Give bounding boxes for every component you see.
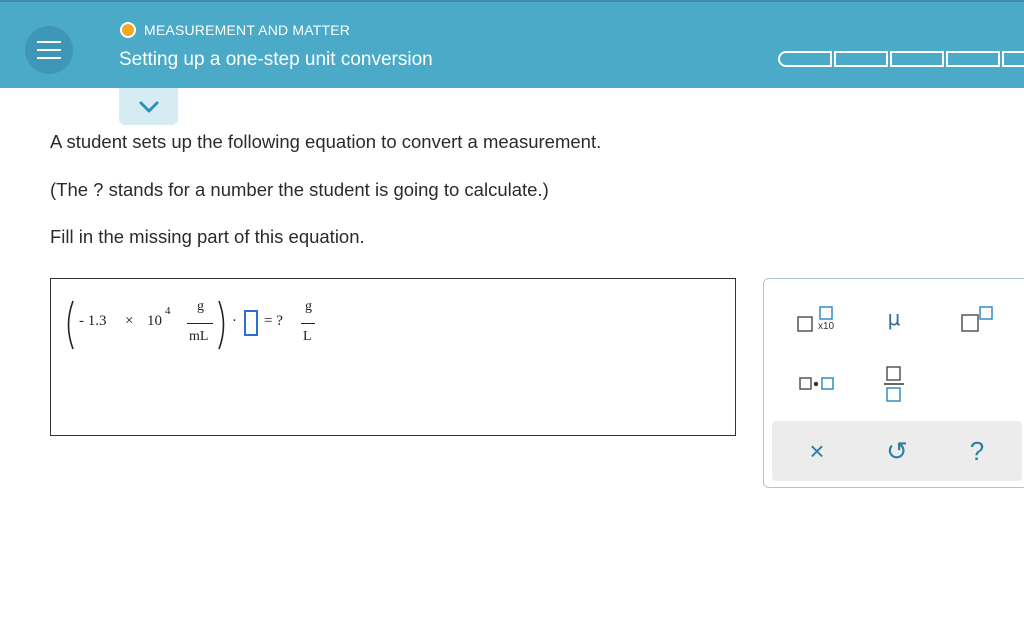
left-paren-icon [63,299,75,351]
menu-icon-bar [37,49,61,51]
progress-segment [946,51,1000,67]
fraction-icon [879,365,909,403]
question-text-2: (The ? stands for a number the student is going to calculate.) [50,179,549,200]
mu-label: μ [887,306,901,330]
topic-row [120,22,350,38]
equals-unknown: = ? [264,313,283,329]
superscript-icon [952,301,996,335]
chevron-down-icon [138,100,160,114]
menu-button[interactable] [25,26,73,74]
micro-prefix-key[interactable] [854,295,934,341]
fraction-2-denominator: L [303,329,312,344]
topic-status-dot-icon [120,22,136,38]
multiply-dot-icon [786,372,842,396]
x10-label: x10 [818,321,835,332]
coefficient: - 1.3 [79,313,107,329]
progress-segment [778,51,832,67]
close-icon: × [809,435,825,466]
progress-segment [890,51,944,67]
dot-operator: · [232,313,237,329]
math-keypad [763,278,1024,488]
fraction-2-numerator: g [305,299,312,314]
menu-icon-bar [37,57,61,59]
scientific-notation-key[interactable] [774,295,854,341]
page-title: Setting up a one-step unit conversion [119,49,433,70]
multiply-key[interactable] [774,361,854,407]
topic-label: MEASUREMENT AND MATTER [144,22,351,38]
help-icon: ? [969,435,985,466]
collapse-tab[interactable] [119,88,178,125]
fraction-1-bar [187,323,213,324]
question-text-1: A student sets up the following equation to convert a measurement. [50,131,602,152]
progress-segment [834,51,888,67]
progress-segment [1002,51,1024,67]
question-text-3: Fill in the missing part of this equation. [50,226,365,247]
fraction-1-denominator: mL [189,329,209,344]
header-bar [0,0,1024,88]
progress-bar [778,51,1024,67]
clear-button[interactable] [777,421,857,481]
exponent-base: 10 [147,313,162,329]
undo-button[interactable] [857,421,937,481]
undo-icon: ↺ [886,435,908,466]
keypad-actions [772,421,1022,481]
missing-term-input[interactable] [244,310,258,336]
answer-box[interactable] [50,278,736,436]
menu-icon-bar [37,41,61,43]
equation [51,279,737,437]
times-sign: × [125,313,134,329]
superscript-key[interactable] [934,295,1014,341]
fraction-2-bar [301,323,315,324]
fraction-1-numerator: g [197,299,204,314]
exponent-value: 4 [165,305,171,317]
right-paren-icon [217,299,229,351]
help-button[interactable] [937,421,1017,481]
fraction-key[interactable] [854,361,934,407]
